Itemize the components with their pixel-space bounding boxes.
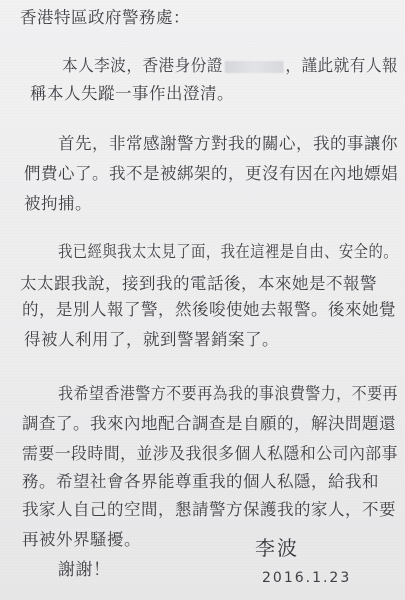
paragraph-2-line-2: 們費心了。我不是被綁架的，更沒有因在內地嫖娼: [24, 164, 398, 183]
paragraph-4-line-6: 再被外界騷擾。: [22, 530, 141, 549]
paragraph-4-line-3: 需要一段時間，並涉及我很多個人私隱和公司內部事: [22, 444, 398, 463]
redacted-id-number: [225, 61, 284, 73]
paragraph-4-line-4: 務。希望社會各界能尊重我的個人私隱，給我和: [22, 472, 379, 491]
closing: 謝謝！: [58, 560, 111, 580]
paragraph-1-line-2: 稱本人失蹤一事作出澄清。: [30, 84, 234, 103]
signature: 李波: [255, 536, 299, 560]
paragraph-3-line-4: 得被人利用了，就到警署銷案了。: [24, 330, 279, 349]
paragraph-3-line-3: 的，是別人報了警，然後唆使她去報警。後來她覺: [22, 300, 396, 319]
paragraph-1-line-1-end: ，謹此就有人報: [285, 56, 399, 75]
paragraph-3-line-2: 太太跟我說，接到我的電話後，本來她是不報警: [20, 274, 377, 293]
paragraph-1-line-1: [62, 56, 398, 76]
paragraph-2-line-3: 被拘捕。: [24, 194, 92, 213]
paragraph-4-line-1: 我希望香港警方不要再為我的事浪費警力，不要再: [58, 384, 399, 403]
salutation: 香港特區政府警務處：: [20, 8, 190, 27]
letter-date: 2016.1.23: [262, 570, 352, 586]
paragraph-2-line-1: 首先，非常感謝警方對我的關心，我的事讓你: [58, 134, 398, 153]
paragraph-3-line-1: 我已經與我太太見了面，我在這裡是自由、安全的。: [58, 242, 399, 261]
paragraph-1-line-1-start: 本人李波，香港身份證: [62, 56, 223, 75]
paragraph-4-line-2: 調查了。我來內地配合調查是自願的，解決問題還: [22, 414, 396, 433]
paragraph-4-line-5: 我家人自己的空間，懇請警方保護我的家人，不要: [22, 500, 396, 519]
